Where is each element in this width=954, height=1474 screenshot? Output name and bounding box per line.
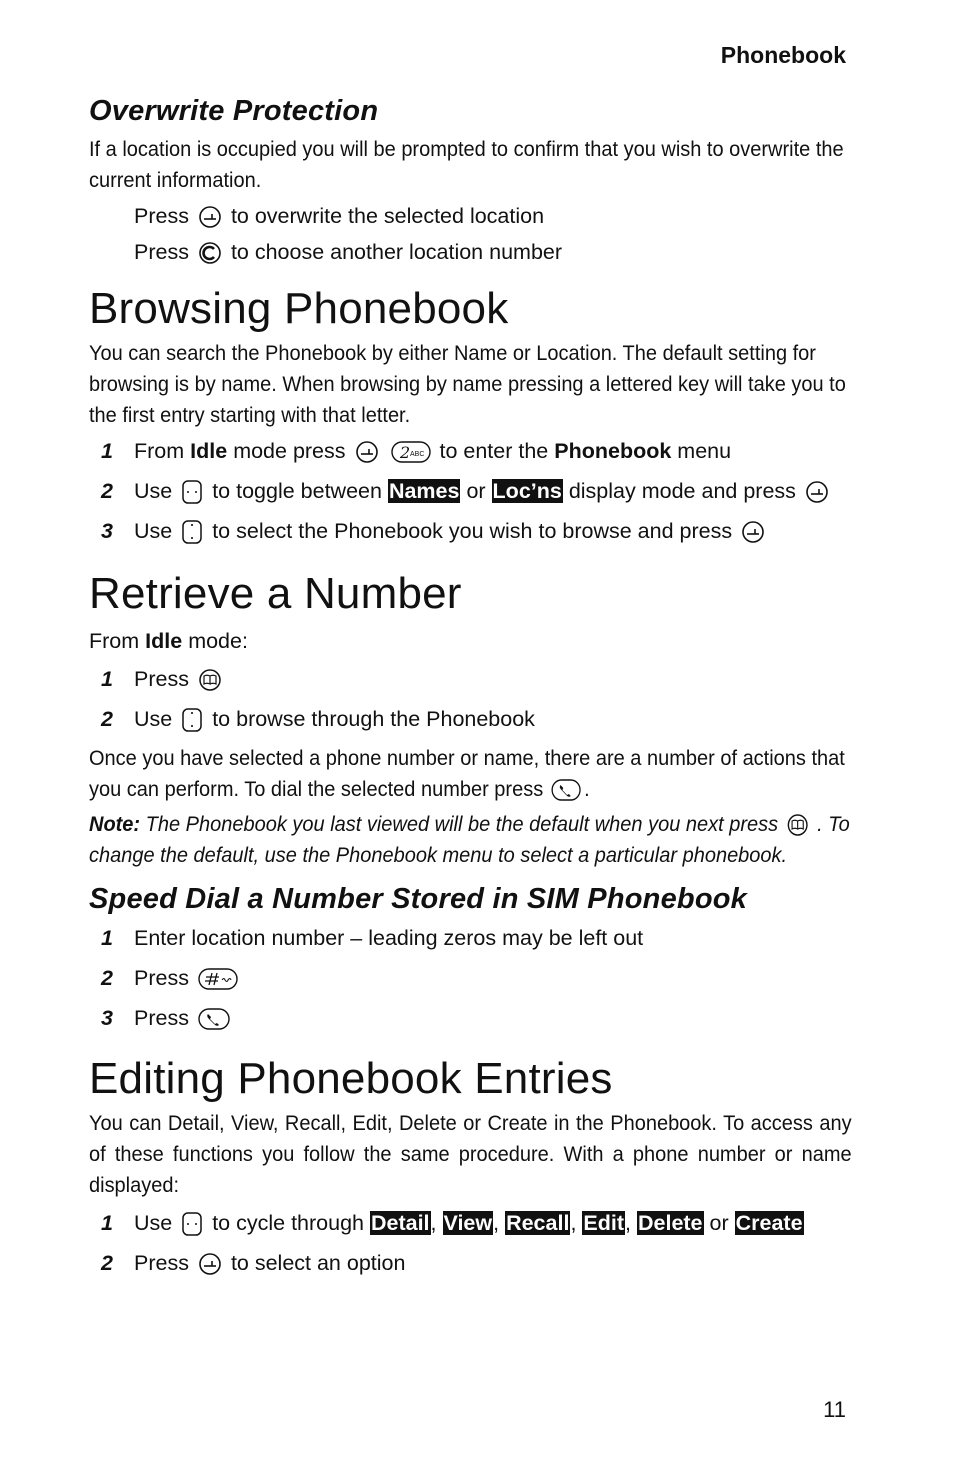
step-number: 1 bbox=[101, 926, 113, 950]
step-text: mode: bbox=[188, 629, 248, 653]
hash-key-icon bbox=[198, 968, 238, 990]
overwrite-instruction-2-text: to choose another location number bbox=[230, 240, 563, 264]
editing-intro: You can Detail, View, Recall, Edit, Delete or Create in the Phonebook. To access any of these functions you follow the same procedure. With a phone number or name displayed: bbox=[89, 1111, 852, 1197]
browsing-title: Browsing Phonebook bbox=[89, 284, 509, 333]
running-head: Phonebook bbox=[720, 42, 846, 68]
press-label: Press bbox=[134, 204, 189, 228]
note-text: The Phonebook you last viewed will be the default when you next press bbox=[145, 812, 779, 836]
note-label: Note: bbox=[89, 812, 141, 836]
step-number: 3 bbox=[101, 519, 113, 543]
retrieve-step-1 bbox=[89, 659, 851, 699]
clear-key-icon bbox=[198, 241, 222, 265]
overwrite-instruction-1-text: to overwrite the selected location bbox=[230, 204, 545, 228]
editing-step-2 bbox=[89, 1243, 851, 1283]
svg-text:2: 2 bbox=[399, 443, 410, 463]
comma: , bbox=[493, 1211, 500, 1235]
step-text: Enter location number – leading zeros may be left out bbox=[134, 926, 644, 950]
retrieve-title: Retrieve a Number bbox=[89, 569, 462, 618]
step-number: 1 bbox=[101, 1211, 113, 1235]
send-key-icon bbox=[552, 779, 582, 801]
step-text: Use bbox=[134, 707, 173, 731]
period: . bbox=[584, 777, 590, 801]
retrieve-paragraph bbox=[89, 743, 852, 805]
step-number: 1 bbox=[101, 439, 113, 463]
phonebook-key-icon bbox=[198, 668, 222, 692]
ok-key-icon bbox=[355, 440, 379, 464]
two-abc-key-icon bbox=[391, 441, 431, 463]
editing-title: Editing Phonebook Entries bbox=[89, 1054, 613, 1103]
delete-option: Delete bbox=[637, 1211, 703, 1235]
recall-option: Recall bbox=[506, 1211, 570, 1235]
browsing-step-2 bbox=[89, 471, 851, 511]
left-right-navigation-icon bbox=[181, 479, 203, 505]
comma: , bbox=[570, 1211, 577, 1235]
detail-option: Detail bbox=[370, 1211, 430, 1235]
svg-text:ABC: ABC bbox=[409, 451, 424, 459]
retrieve-step-2 bbox=[89, 699, 851, 739]
locations-option: Loc’ns bbox=[492, 479, 562, 503]
step-text: Use bbox=[134, 519, 173, 543]
step-text: to browse through the Phonebook bbox=[212, 707, 535, 731]
browsing-intro: You can search the Phonebook by either Name or Location. The default setting for browsing is by name. When browsing by name pressing a lettered key will take you to the first entry starting with that letter. bbox=[89, 341, 846, 427]
browsing-step-1 bbox=[89, 431, 851, 471]
step-number: 2 bbox=[101, 707, 113, 731]
overwrite-intro: If a location is occupied you will be prompted to confirm that you wish to overwrite the current information. bbox=[89, 137, 844, 192]
speed-dial-step-1 bbox=[89, 918, 851, 958]
phonebook-key-icon bbox=[786, 813, 808, 837]
step-text: to enter the bbox=[439, 439, 549, 463]
retrieve-from-idle bbox=[89, 623, 851, 659]
retrieve-paragraph-text: Once you have selected a phone number or name, there are a number of actions that you can perform. To dial the selected number press bbox=[89, 746, 845, 801]
ok-key-icon bbox=[198, 205, 222, 229]
step-text: From bbox=[134, 439, 185, 463]
step-text: mode press bbox=[233, 439, 346, 463]
step-text: Press bbox=[134, 1006, 189, 1030]
step-number: 1 bbox=[101, 667, 113, 691]
view-option: View bbox=[443, 1211, 493, 1235]
overwrite-title: Overwrite Protection bbox=[89, 95, 379, 127]
idle-keyword: Idle bbox=[190, 439, 228, 463]
page-number: 11 bbox=[823, 1397, 846, 1422]
speed-dial-step-3 bbox=[89, 998, 851, 1038]
up-down-navigation-icon bbox=[181, 707, 203, 733]
step-text: to toggle between bbox=[212, 479, 382, 503]
up-down-navigation-icon bbox=[181, 519, 203, 545]
step-text: display mode and press bbox=[568, 479, 796, 503]
speed-dial-step-2 bbox=[89, 958, 851, 998]
step-text: Use bbox=[134, 479, 173, 503]
retrieve-note bbox=[89, 809, 852, 871]
overwrite-instruction-1 bbox=[89, 198, 851, 234]
page-content bbox=[89, 95, 851, 1283]
left-right-navigation-icon bbox=[181, 1211, 203, 1237]
edit-option: Edit bbox=[583, 1211, 625, 1235]
step-text: Press bbox=[134, 966, 189, 990]
step-number: 2 bbox=[101, 1251, 113, 1275]
ok-key-icon bbox=[198, 1252, 222, 1276]
step-number: 2 bbox=[101, 479, 113, 503]
ok-key-icon bbox=[805, 480, 829, 504]
step-text: or bbox=[466, 479, 486, 503]
names-option: Names bbox=[388, 479, 460, 503]
step-text: or bbox=[709, 1211, 729, 1235]
browsing-step-3 bbox=[89, 511, 851, 551]
step-text: to cycle through bbox=[212, 1211, 364, 1235]
send-key-icon bbox=[198, 1008, 230, 1030]
step-text: Use bbox=[134, 1211, 173, 1235]
comma: , bbox=[430, 1211, 437, 1235]
step-text: menu bbox=[677, 439, 732, 463]
idle-keyword: Idle bbox=[145, 629, 183, 653]
step-number: 3 bbox=[101, 1006, 113, 1030]
step-text: From bbox=[89, 629, 140, 653]
step-number: 2 bbox=[101, 966, 113, 990]
press-label: Press bbox=[134, 240, 189, 264]
step-text: Press bbox=[134, 1251, 189, 1275]
overwrite-instruction-2 bbox=[89, 234, 851, 270]
comma: , bbox=[625, 1211, 631, 1235]
step-text: to select an option bbox=[230, 1251, 406, 1275]
note-text: . To change the default, use the Phonebook menu to select a particular phonebook. bbox=[89, 812, 850, 867]
step-text: Press bbox=[134, 667, 189, 691]
phonebook-keyword: Phonebook bbox=[554, 439, 672, 463]
step-text: to select the Phonebook you wish to browse and press bbox=[212, 519, 733, 543]
speed-dial-title: Speed Dial a Number Stored in SIM Phonebook bbox=[89, 883, 747, 915]
editing-step-1 bbox=[89, 1203, 851, 1243]
ok-key-icon bbox=[741, 520, 765, 544]
create-option: Create bbox=[735, 1211, 803, 1235]
